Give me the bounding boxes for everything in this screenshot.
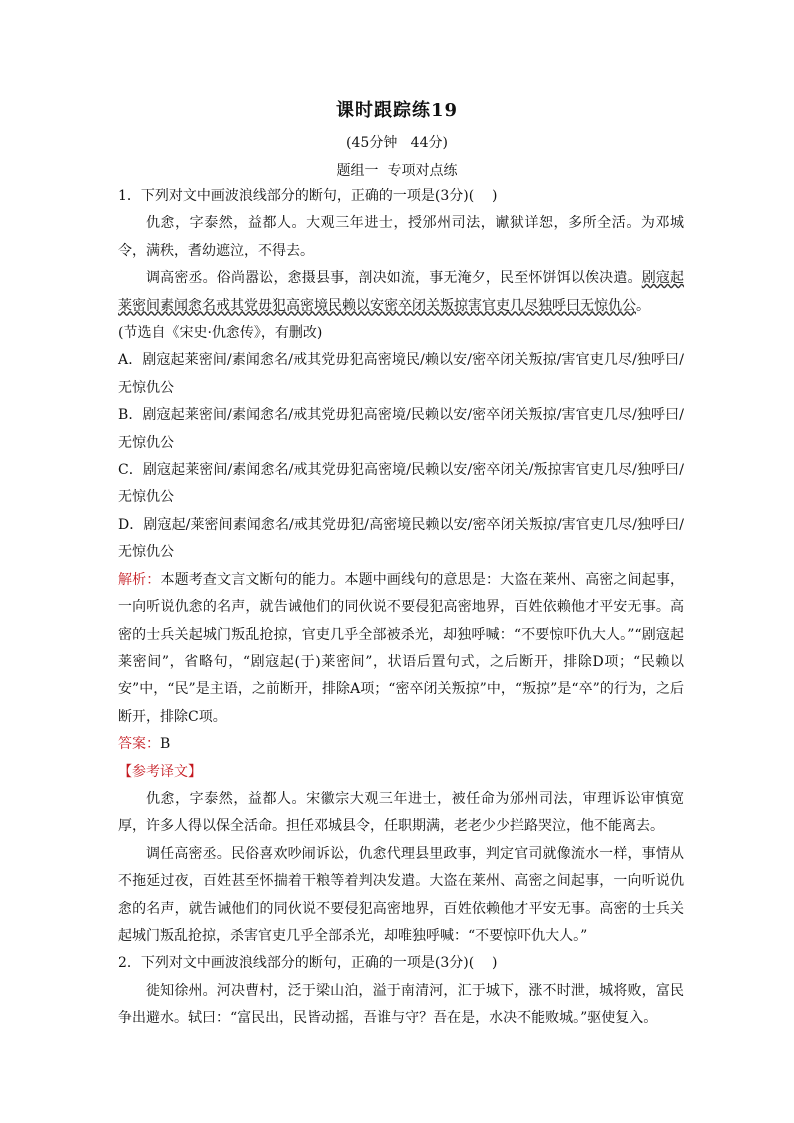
option-d: D．剧寇起/莱密间素闻悆名/戒其党毋犯/高密境民赖以安/密卒闭关叛掠/害官吏几尽/独呼曰/无惊仇公: [118, 516, 684, 561]
passage-end-punct: 。: [636, 297, 650, 314]
passage-2-paragraph-1: 徙知徐州。河决曹村，泛于梁山泊，溢于南清河，汇于城下，涨不时泄，城将败，富民争出避水。轼曰：“富民出，民皆动摇，吾谁与守？吾在是，水决不能败城。”驱使复入。: [118, 982, 684, 1027]
analysis-label: 解析：: [118, 571, 161, 588]
analysis-text: 本题考查文言文断句的能力。本题中画线句的意思是：大盗在莱州、高密之间起事，一向听说仇悆的名声，就告诫他们的同伙说不要侵犯高密地界，百姓依赖他才平安无事。高密的士兵关起城门叛乱抢掠，官吏几乎全部被杀光，却独呼喊：“不要惊吓仇大人。”“剧寇起莱密间”，省略句，“剧寇起(于)莱密间”，状语后置句式，之后断开，排除D项；“民赖以安”中，“民”是主语，之前断开，排除A项；“密卒闭关叛掠”中，“叛掠”是“卒”的行为，之后断开，排除C项。: [118, 571, 685, 725]
content-body: [118, 183, 684, 1033]
option-c: C．剧寇起莱密间/素闻悆名/戒其党毋犯高密境/民赖以安/密卒闭关/叛掠害官吏几尽/独呼曰/无惊仇公: [118, 462, 684, 506]
time-score-subtitle: (45分钟 44分): [346, 135, 448, 151]
answer-value: B: [160, 736, 171, 753]
passage-1-paragraph-2: [118, 265, 684, 320]
analysis: [118, 567, 684, 731]
wavy-underlined-text: 剧寇起莱密间素闻悆名戒其党毋犯高密境民赖以安密卒闭关叛掠害官吏几尽独呼曰无惊仇公: [118, 270, 685, 314]
answer-label: 答案：: [118, 736, 160, 753]
translation-paragraph-1: 仇悆，字泰然，益都人。宋徽宗大观三年进士，被任命为邠州司法，审理诉讼审慎宽厚，许多人得以保全活命。担任邓城县令，任职期满，老老少少拦路哭泣，他不能离去。: [118, 790, 684, 835]
reference-translation-label: 【参考译文】: [118, 763, 202, 780]
passage-1-paragraph-1: 仇悆，字泰然，益都人。大观三年进士，授邠州司法，谳狱详恕，多所全活。为邓城令，满秩，耆幼遮泣，不得去。: [118, 215, 684, 259]
page-title: 课时跟踪练19: [335, 100, 459, 121]
question-1-stem: 1．下列对文中画波浪线部分的断句，正确的一项是(3分)( ): [118, 188, 498, 204]
group-heading: 题组一 专项对点练: [336, 163, 458, 179]
passage-plain-text: 调高密丞。俗尚嚣讼，悆摄县事，剖决如流，事无淹夕，民至怀饼饵以俟决遣。: [146, 270, 642, 287]
source-note: (节选自《宋史·仇悆传》，有删改): [118, 325, 323, 342]
question-2-stem: 2．下列对文中画波浪线部分的断句，正确的一项是(3分)( ): [118, 955, 498, 972]
option-a: A．剧寇起莱密间/素闻悆名/戒其党毋犯高密境民/赖以安/密卒闭关叛掠/害官吏几尽/独呼曰/无惊仇公: [118, 352, 684, 396]
translation-paragraph-2: 调任高密丞。民俗喜欢吵闹诉讼，仇悆代理县里政事，判定官司就像流水一样，事情从不拖延过夜，百姓甚至怀揣着干粮等着判决发遣。大盗在莱州、高密之间起事，一向听说仇悆的名声，就告诫他们的同伙说不要侵犯高密地界，百姓依赖他才平安无事。高密的士兵关起城门叛乱抢掠，杀害官吏几乎全部杀光，却唯独呼喊：“不要惊吓仇大人。”: [118, 845, 684, 944]
answer: [118, 731, 684, 758]
option-b: B．剧寇起莱密间/素闻悆名/戒其党毋犯高密境/民赖以安/密卒闭关叛掠/害官吏几尽/独呼曰/无惊仇公: [118, 407, 684, 451]
